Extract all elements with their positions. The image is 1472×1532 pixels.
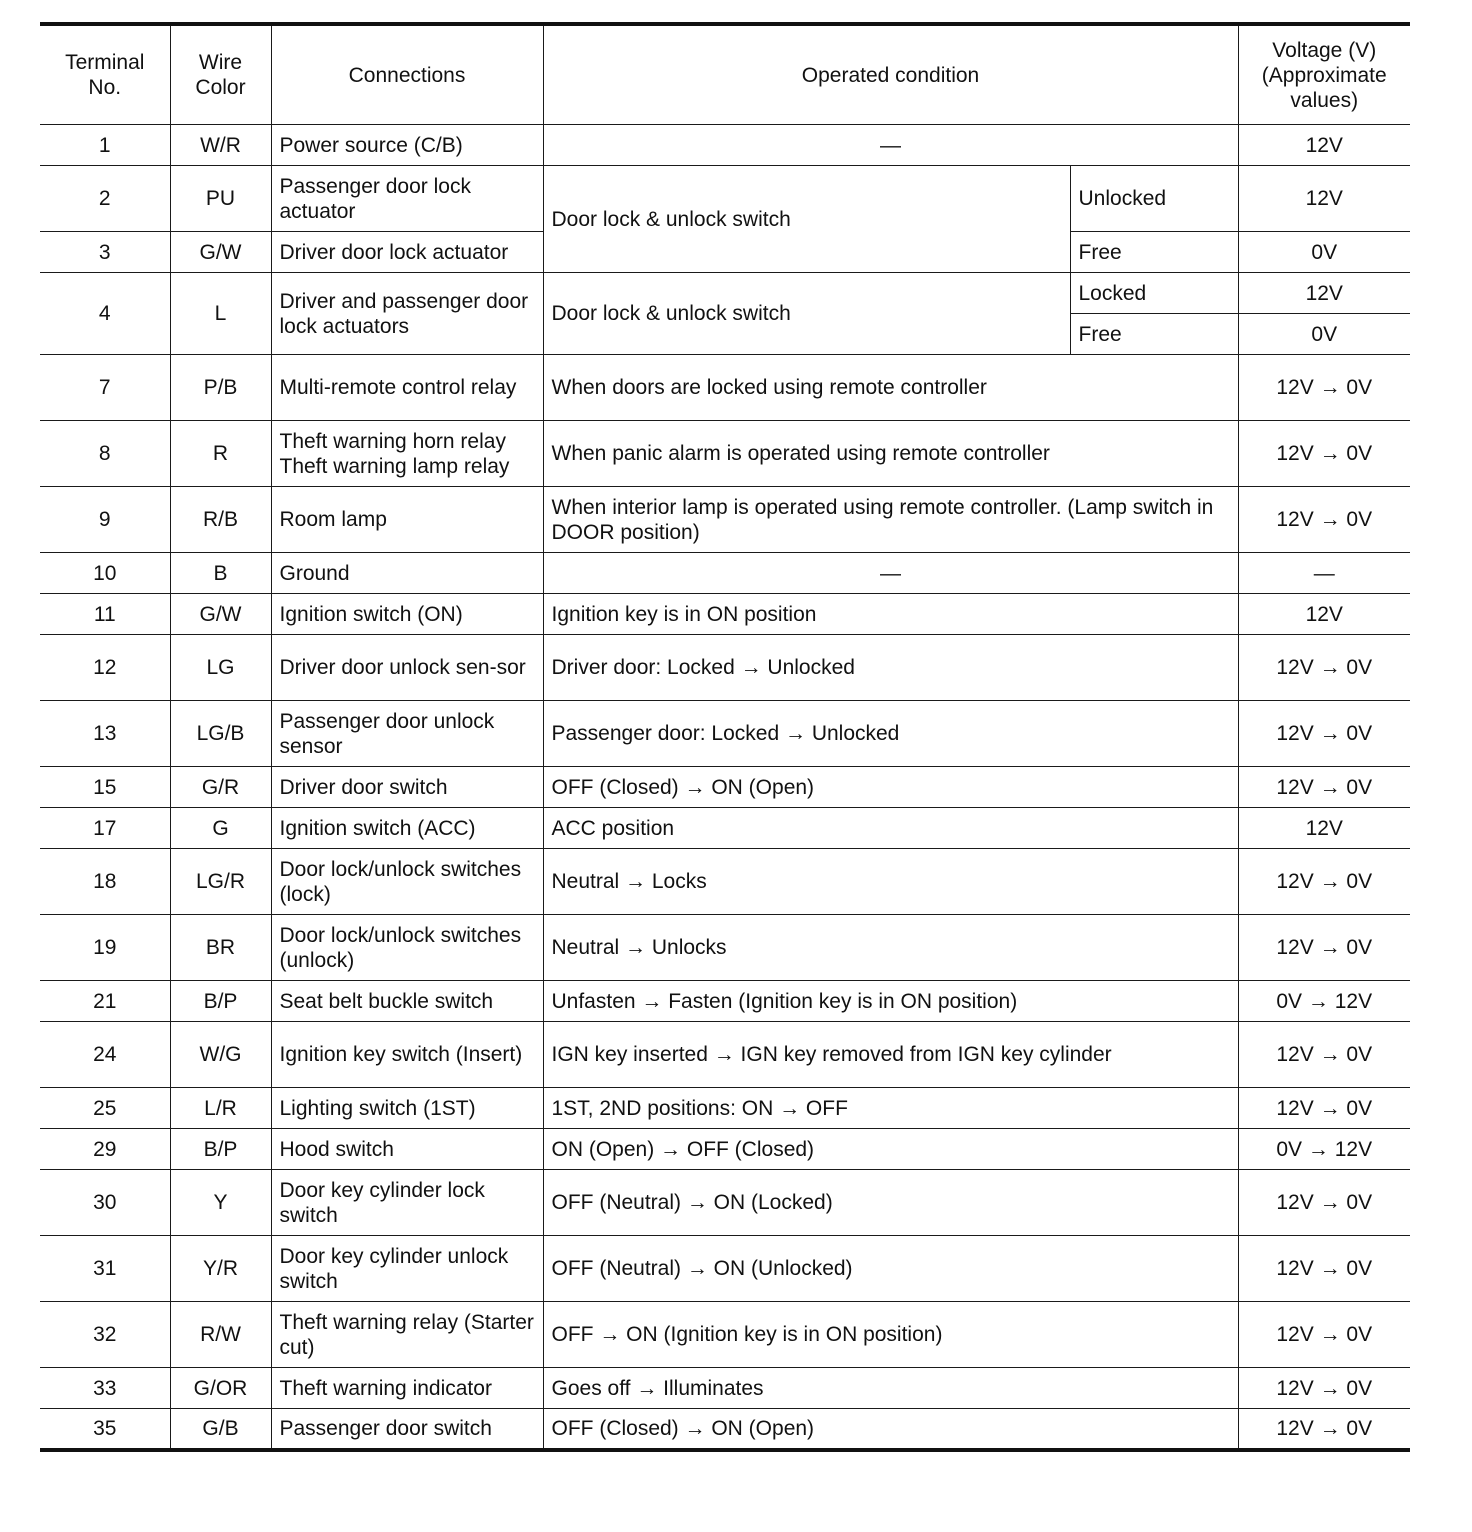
table-row: [40, 1170, 1410, 1236]
table-row: [40, 1409, 1410, 1450]
wire-cell: G: [170, 808, 271, 849]
terminal-cell: 8: [40, 421, 170, 487]
voltage-cell: 12V → 0V: [1238, 701, 1410, 767]
table-row: [40, 273, 1410, 314]
wire-cell: R: [170, 421, 271, 487]
connection-cell: Driver and passenger door lock actuators: [271, 273, 543, 355]
voltage-cell: 12V → 0V: [1238, 1022, 1410, 1088]
header-terminal: Terminal No.: [40, 24, 170, 125]
voltage-cell: 12V → 0V: [1238, 355, 1410, 421]
wire-cell: B: [170, 553, 271, 594]
wire-cell: G/OR: [170, 1368, 271, 1409]
condition-cell: OFF (Closed) → ON (Open): [543, 1409, 1238, 1450]
state-cell: Unlocked: [1070, 166, 1238, 232]
voltage-cell: 12V → 0V: [1238, 487, 1410, 553]
voltage-cell: 12V: [1238, 166, 1410, 232]
connection-cell: Door key cylinder unlock switch: [271, 1236, 543, 1302]
connection-cell: Passenger door switch: [271, 1409, 543, 1450]
state-cell: Free: [1070, 314, 1238, 355]
state-cell: Free: [1070, 232, 1238, 273]
table-row: [40, 1302, 1410, 1368]
wire-cell: G/B: [170, 1409, 271, 1450]
connection-cell: Theft warning horn relay Theft warning lamp relay: [271, 421, 543, 487]
voltage-cell: 12V → 0V: [1238, 1088, 1410, 1129]
connection-cell: Door lock/unlock switches (unlock): [271, 915, 543, 981]
terminal-cell: 13: [40, 701, 170, 767]
wire-cell: G/R: [170, 767, 271, 808]
voltage-cell: 12V → 0V: [1238, 767, 1410, 808]
connection-cell: Room lamp: [271, 487, 543, 553]
condition-cell: Neutral → Locks: [543, 849, 1238, 915]
terminal-cell: 35: [40, 1409, 170, 1450]
connection-cell: Multi-remote control relay: [271, 355, 543, 421]
terminal-cell: 12: [40, 635, 170, 701]
table-row: [40, 1129, 1410, 1170]
condition-cell: Driver door: Locked → Unlocked: [543, 635, 1238, 701]
table-row: [40, 767, 1410, 808]
connection-cell: Driver door lock actuator: [271, 232, 543, 273]
terminal-cell: 17: [40, 808, 170, 849]
table-row: [40, 125, 1410, 166]
condition-cell: OFF (Neutral) → ON (Unlocked): [543, 1236, 1238, 1302]
voltage-cell: 12V → 0V: [1238, 1302, 1410, 1368]
voltage-cell: 12V → 0V: [1238, 849, 1410, 915]
wire-cell: P/B: [170, 355, 271, 421]
wire-cell: G/W: [170, 232, 271, 273]
table-row: [40, 1022, 1410, 1088]
connection-cell: Theft warning indicator: [271, 1368, 543, 1409]
header-connections: Connections: [271, 24, 543, 125]
terminal-cell: 30: [40, 1170, 170, 1236]
wire-cell: L: [170, 273, 271, 355]
terminal-cell: 1: [40, 125, 170, 166]
terminal-cell: 2: [40, 166, 170, 232]
connection-cell: Passenger door lock actuator: [271, 166, 543, 232]
header-wire-color: Wire Color: [170, 24, 271, 125]
condition-cell: Passenger door: Locked → Unlocked: [543, 701, 1238, 767]
wire-cell: R/B: [170, 487, 271, 553]
condition-cell: Door lock & unlock switch: [543, 273, 1070, 355]
table-row: [40, 355, 1410, 421]
condition-cell: ON (Open) → OFF (Closed): [543, 1129, 1238, 1170]
terminal-cell: 11: [40, 594, 170, 635]
wire-cell: R/W: [170, 1302, 271, 1368]
voltage-cell: 12V: [1238, 594, 1410, 635]
table-row: [40, 1236, 1410, 1302]
wire-cell: G/W: [170, 594, 271, 635]
terminal-cell: 4: [40, 273, 170, 355]
connection-cell: Ground: [271, 553, 543, 594]
terminal-cell: 10: [40, 553, 170, 594]
voltage-cell: 0V → 12V: [1238, 981, 1410, 1022]
wire-cell: L/R: [170, 1088, 271, 1129]
terminal-cell: 31: [40, 1236, 170, 1302]
terminal-cell: 32: [40, 1302, 170, 1368]
condition-cell: Door lock & unlock switch: [543, 166, 1070, 273]
terminal-cell: 3: [40, 232, 170, 273]
table-row: [40, 166, 1410, 232]
connection-cell: Ignition switch (ON): [271, 594, 543, 635]
terminal-cell: 15: [40, 767, 170, 808]
terminal-voltage-table: [40, 22, 1410, 1452]
connection-cell: Lighting switch (1ST): [271, 1088, 543, 1129]
table-row: [40, 421, 1410, 487]
terminal-cell: 33: [40, 1368, 170, 1409]
voltage-cell: —: [1238, 553, 1410, 594]
terminal-table-page: [40, 22, 1410, 1452]
voltage-cell: 12V → 0V: [1238, 1170, 1410, 1236]
table-row: [40, 594, 1410, 635]
terminal-cell: 24: [40, 1022, 170, 1088]
voltage-cell: 12V → 0V: [1238, 1368, 1410, 1409]
terminal-cell: 9: [40, 487, 170, 553]
table-row: [40, 808, 1410, 849]
voltage-cell: 12V → 0V: [1238, 1236, 1410, 1302]
terminal-cell: 29: [40, 1129, 170, 1170]
voltage-cell: 12V → 0V: [1238, 635, 1410, 701]
wire-cell: BR: [170, 915, 271, 981]
condition-cell: Neutral → Unlocks: [543, 915, 1238, 981]
connection-cell: Theft warning relay (Starter cut): [271, 1302, 543, 1368]
condition-cell: Unfasten → Fasten (Ignition key is in ON position): [543, 981, 1238, 1022]
wire-cell: B/P: [170, 981, 271, 1022]
terminal-cell: 19: [40, 915, 170, 981]
table-row: [40, 1088, 1410, 1129]
condition-cell: ACC position: [543, 808, 1238, 849]
connection-cell: Ignition key switch (Insert): [271, 1022, 543, 1088]
state-cell: Locked: [1070, 273, 1238, 314]
wire-cell: LG: [170, 635, 271, 701]
header-operated-condition: Operated condition: [543, 24, 1238, 125]
condition-cell: Goes off → Illuminates: [543, 1368, 1238, 1409]
condition-cell: OFF (Neutral) → ON (Locked): [543, 1170, 1238, 1236]
condition-cell: —: [543, 553, 1238, 594]
voltage-cell: 12V: [1238, 125, 1410, 166]
table-row: [40, 701, 1410, 767]
voltage-cell: 12V → 0V: [1238, 915, 1410, 981]
voltage-cell: 0V: [1238, 314, 1410, 355]
condition-cell: Ignition key is in ON position: [543, 594, 1238, 635]
connection-cell: Seat belt buckle switch: [271, 981, 543, 1022]
wire-cell: W/G: [170, 1022, 271, 1088]
voltage-cell: 12V → 0V: [1238, 421, 1410, 487]
wire-cell: B/P: [170, 1129, 271, 1170]
connection-cell: Ignition switch (ACC): [271, 808, 543, 849]
condition-cell: —: [543, 125, 1238, 166]
condition-cell: OFF (Closed) → ON (Open): [543, 767, 1238, 808]
connection-cell: Driver door switch: [271, 767, 543, 808]
voltage-cell: 0V: [1238, 232, 1410, 273]
condition-cell: When interior lamp is operated using remote controller. (Lamp switch in DOOR position): [543, 487, 1238, 553]
terminal-cell: 18: [40, 849, 170, 915]
table-row: [40, 849, 1410, 915]
condition-cell: When doors are locked using remote controller: [543, 355, 1238, 421]
terminal-cell: 21: [40, 981, 170, 1022]
connection-cell: Driver door unlock sen-sor: [271, 635, 543, 701]
table-row: [40, 981, 1410, 1022]
header-row: [40, 24, 1410, 125]
voltage-cell: 12V: [1238, 273, 1410, 314]
voltage-cell: 12V: [1238, 808, 1410, 849]
condition-cell: When panic alarm is operated using remote controller: [543, 421, 1238, 487]
table-row: [40, 1368, 1410, 1409]
terminal-cell: 25: [40, 1088, 170, 1129]
wire-cell: Y: [170, 1170, 271, 1236]
table-row: [40, 553, 1410, 594]
wire-cell: LG/R: [170, 849, 271, 915]
header-voltage: Voltage (V) (Approximate values): [1238, 24, 1410, 125]
table-row: [40, 915, 1410, 981]
table-row: [40, 487, 1410, 553]
connection-cell: Door key cylinder lock switch: [271, 1170, 543, 1236]
condition-cell: OFF → ON (Ignition key is in ON position): [543, 1302, 1238, 1368]
voltage-cell: 0V → 12V: [1238, 1129, 1410, 1170]
table-row: [40, 635, 1410, 701]
terminal-cell: 7: [40, 355, 170, 421]
wire-cell: Y/R: [170, 1236, 271, 1302]
connection-cell: Door lock/unlock switches (lock): [271, 849, 543, 915]
condition-cell: 1ST, 2ND positions: ON → OFF: [543, 1088, 1238, 1129]
wire-cell: W/R: [170, 125, 271, 166]
wire-cell: PU: [170, 166, 271, 232]
wire-cell: LG/B: [170, 701, 271, 767]
connection-cell: Passenger door unlock sensor: [271, 701, 543, 767]
connection-cell: Power source (C/B): [271, 125, 543, 166]
condition-cell: IGN key inserted → IGN key removed from IGN key cylinder: [543, 1022, 1238, 1088]
connection-cell: Hood switch: [271, 1129, 543, 1170]
voltage-cell: 12V → 0V: [1238, 1409, 1410, 1450]
